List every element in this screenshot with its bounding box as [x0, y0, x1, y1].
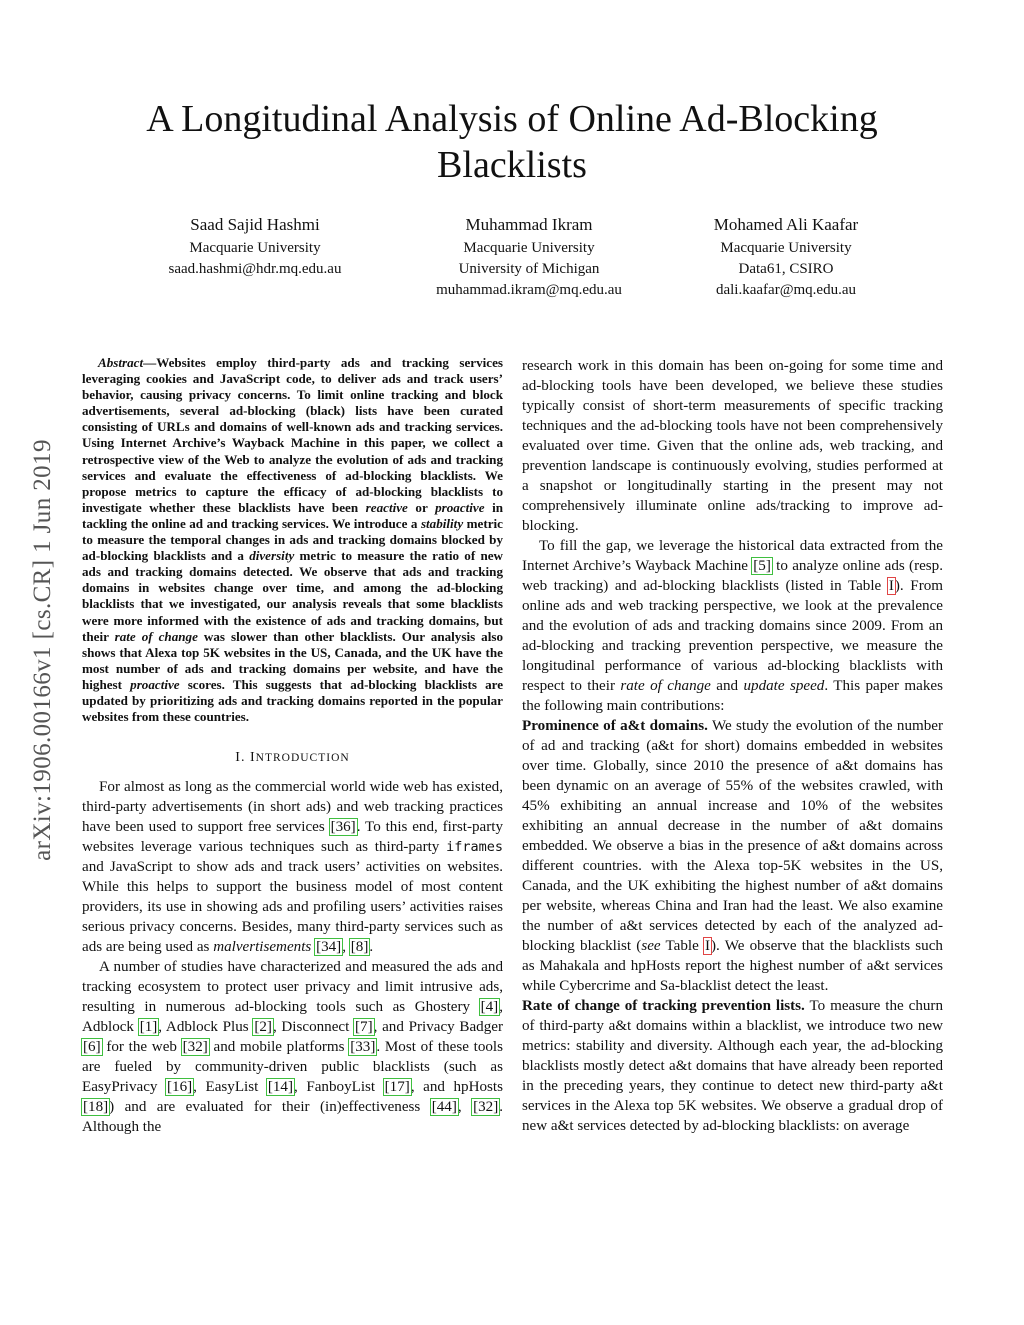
author-email: dali.kaafar@mq.edu.au: [715, 282, 856, 298]
author-affiliation: Macquarie University: [720, 240, 852, 256]
intro-paragraph-2: A number of studies have characterized and measured the ads and tracking ecosystem to protect user privacy and limit intrusive ads, resulting in numerous ad-blocking tools such as Ghostery [4], Adblock [1], Adblock Plus [2], Disconnect [7], and Privacy Badger [6] for the web [32] and mobile platforms [33]. Most of these tools are fueled by community-driven public blacklists (such as EasyPrivacy [16], EasyList [14], FanboyList [17], and hpHosts [18]) and are evaluated for their (in)effectiveness [44], [32]. Although the: [82, 959, 504, 1136]
citation-link[interactable]: [36]: [330, 819, 356, 836]
right-column: [522, 356, 943, 1136]
author-affiliation: University of Michigan: [458, 261, 600, 277]
abstract-label: Abstract: [98, 355, 144, 370]
author-email: muhammad.ikram@mq.edu.au: [436, 282, 622, 298]
author-affiliation: Data61, CSIRO: [738, 261, 834, 277]
code-term: iframes: [446, 839, 503, 856]
table-reference-link[interactable]: I: [888, 578, 894, 594]
citation-link[interactable]: [6]: [83, 1039, 101, 1056]
citation-link[interactable]: [32]: [473, 1099, 499, 1116]
citation-link[interactable]: [33]: [350, 1039, 376, 1056]
author-block-3: [651, 213, 921, 301]
author-block-1: [120, 213, 390, 280]
citation-link[interactable]: [8]: [350, 939, 369, 956]
citation-link[interactable]: [17]: [384, 1079, 410, 1096]
author-email: saad.hashmi@hdr.mq.edu.au: [168, 261, 342, 277]
arxiv-watermark: arXiv:1906.00166v1 [cs.CR] 1 Jun 2019: [29, 439, 56, 861]
citation-link[interactable]: [1]: [139, 1019, 158, 1036]
abstract: Abstract—Websites employ third-party ads and tracking services leveraging cookies and JavaScript code, to deliver ads and track users’ behavior, causing privacy concerns. To limit online tracking and block advertisements, several ad-blocking (black) lists have been curated consisting of URLs and domains of well-known ads and tracking services. Using Internet Archive’s Wayback Machine in this paper, we collect a retrospective view of the Web to analyze the evolution of ads and tracking services and evaluate the effectiveness of ad-blocking blacklists. We propose metrics to capture the efficacy of ad-blocking blacklists to investigate whether these blacklists have been reactive or proactive in tackling the online ad and tracking services. We introduce a stability metric to measure the temporal changes in ads and tracking domains blocked by ad-blocking blacklists and a diversity metric to measure the ratio of new ads and tracking domains detected. We observe that ads and tracking domains in websites change over time, and among the ad-blocking blacklists that we investigated, our analysis reveals that some blacklists were more informed with the existence of ads and tracking domains, but their rate of change was slower than other blacklists. Our analysis also shows that Alexa top 5K websites in the US, Canada, and the UK have the most number of ads and tracking domains per website, and have the highest proactive scores. This suggests that ad-blocking blacklists are updated by prioritizing ads and tracking domains reported in the popular websites from these countries.: [82, 355, 504, 725]
intro-paragraph-1: For almost as long as the commercial world wide web has existed, third-party advertisements (in short ads) and web tracking practices have been used to support free services [36]. To this end, first-party websites leverage various techniques such as third-party iframes and JavaScript to show ads and track users’ activities on websites. While this helps to support the business model of most content providers, its use in showing ads and profiling users’ activities raises serious privacy concerns. Besides, many third-party services such as ads are being used as malvertisements [34], [8].: [82, 779, 503, 956]
citation-link[interactable]: [14]: [267, 1079, 294, 1096]
citation-link[interactable]: [7]: [355, 1019, 373, 1036]
contribution-heading: Prominence of a&t domains.: [522, 718, 708, 734]
author-block-2: [394, 213, 664, 301]
citation-link[interactable]: [4]: [480, 999, 499, 1016]
contribution-paragraph: Prominence of a&t domains. We study the evolution of the number of ad and tracking (a&t for short) domains embedded in websites over time. Globally, since 2010 the presence of a&t domains has been dynamic on an average of 55% of the websites crawled, with 45% exhibiting an annual increase and 10% of the websites exhibiting an annual decrease in the number of a&t domains embedded. We observe a bias in the presence of a&t domains across different countries. with the Alexa top-5K websites in the US, Canada, and the UK exhibiting the highest number of a&t domains per website, whereas China and Iran had the least. We also examine the number of a&t services detected by each of the analyzed ad-blocking blacklist (see Table I). We observe that the blacklists such as Mahakala and hpHosts report the highest number of a&t services while Cybercrime and Sa-blacklist detect the least.: [522, 718, 943, 994]
contribution-heading: Rate of change of tracking prevention lists.: [522, 998, 805, 1014]
author-name: Mohamed Ali Kaafar: [713, 215, 859, 234]
citation-link[interactable]: [18]: [83, 1099, 109, 1116]
citation-link[interactable]: [34]: [316, 939, 342, 956]
body-paragraph: To fill the gap, we leverage the historical data extracted from the Internet Archive’s Wayback Machine [5] to analyze online ads (resp. web tracking) and ad-blocking blacklists (listed in Table I). From online ads and web tracking perspective, we look at the prevalence and the evolution of ads and tracking domains since 2009. From an ad-blocking and tracking prevention perspective, we measure the longitudinal performance of various ad-blocking blacklists with respect to their rate of change and update speed. This paper makes the following main contributions:: [522, 538, 944, 714]
citation-link[interactable]: [5]: [753, 558, 771, 574]
author-name: Saad Sajid Hashmi: [190, 215, 320, 234]
citation-link[interactable]: [16]: [167, 1079, 193, 1096]
body-paragraph: research work in this domain has been on-going for some time and ad-blocking tools have been developed, we believe these studies typically consist of short-term measurements of specific tracking techniques and the ad-blocking tools have not been comprehensively evaluated over time. Given that the online ads, web tracking, and prevention landscape is continuously evolving, studies performed at a snapshot or longitudinally starting in the present may not comprehensively illuminate online ads/tracking to improve ad-blocking.: [522, 358, 943, 534]
citation-link[interactable]: [2]: [254, 1019, 272, 1036]
author-name: Muhammad Ikram: [465, 215, 593, 234]
section-heading-introduction: I. INTRODUCTION: [235, 750, 350, 766]
citation-link[interactable]: [32]: [182, 1039, 208, 1056]
left-column: [82, 355, 503, 1137]
table-reference-link[interactable]: I: [704, 938, 711, 954]
author-affiliation: Macquarie University: [463, 240, 595, 256]
contribution-paragraph: Rate of change of tracking prevention lists. To measure the churn of third-party a&t domains within a blacklist, we introduce two new metrics: stability and diversity. Although each year, the ad-blocking blacklists mostly detect a&t domains that have already been reported in the preceding years, they continue to detect new third-party a&t services in the Alexa top 5K websites. We observe a gradual drop of new a&t services detected by ad-blocking blacklists: on average: [522, 998, 944, 1134]
citation-link[interactable]: [44]: [431, 1099, 457, 1116]
paper-title: A Longitudinal Analysis of Online Ad-Blocking Blacklists: [146, 98, 878, 186]
author-affiliation: Macquarie University: [189, 240, 321, 256]
